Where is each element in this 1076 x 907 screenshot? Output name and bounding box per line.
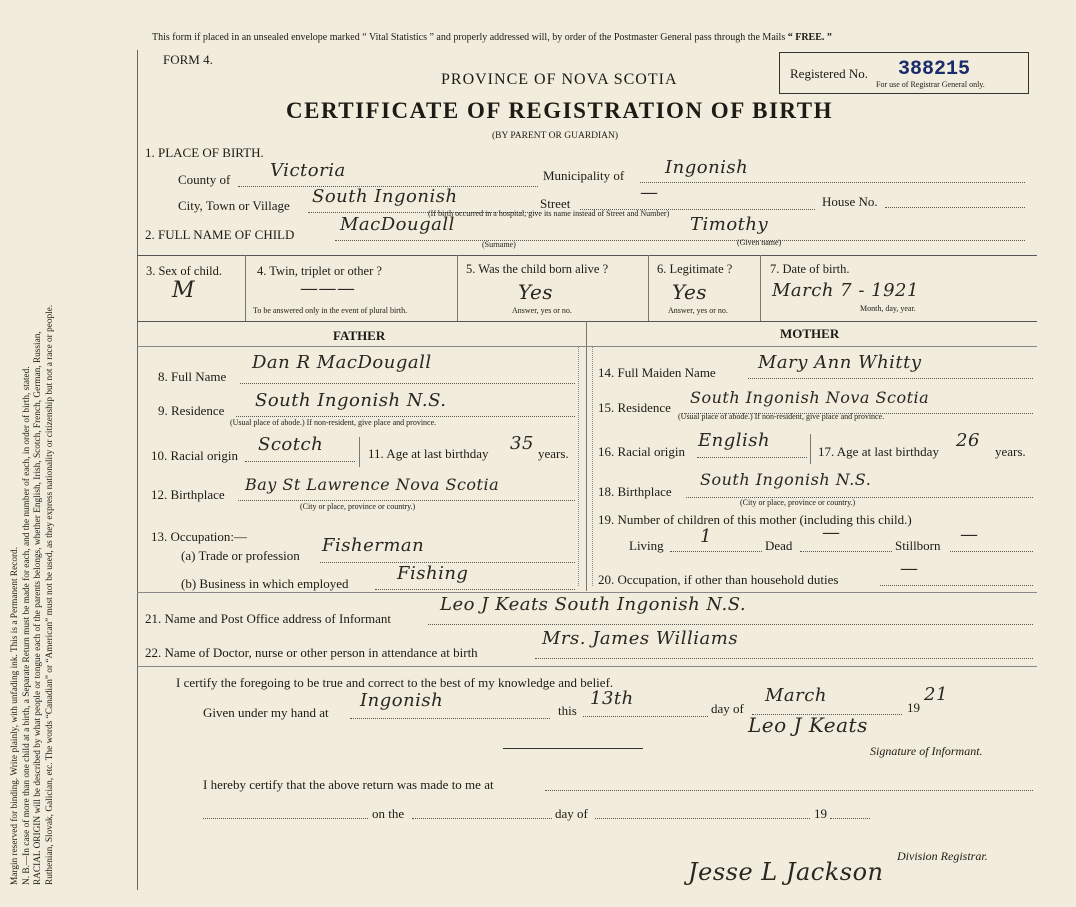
mother-name: Mary Ann Whitty <box>758 352 922 373</box>
father-heading: FATHER <box>333 328 386 343</box>
twin-note: To be answered only in the event of plural birth. <box>253 306 408 315</box>
certificate-title: CERTIFICATE OF REGISTRATION OF BIRTH <box>286 98 833 123</box>
province-title: PROVINCE OF NOVA SCOTIA <box>441 71 678 88</box>
form-number: FORM 4. <box>163 52 213 67</box>
signature-informant-label: Signature of Informant. <box>870 744 983 758</box>
given-under-label: Given under my hand at <box>203 705 329 720</box>
registered-number: 388215 <box>898 58 971 81</box>
informant-value: Leo J Keats South Ingonish N.S. <box>440 594 747 615</box>
city-label: City, Town or Village <box>178 198 290 213</box>
doctor-label: 22. Name of Doctor, nurse or other person in attendance at birth <box>145 645 478 660</box>
mother-age: 26 <box>956 430 980 451</box>
alive-label: 5. Was the child born alive ? <box>466 262 609 276</box>
house-number-label: House No. <box>822 194 878 209</box>
father-residence: South Ingonish N.S. <box>255 390 447 411</box>
father-residence-note: (Usual place of abode.) If non-resident, give place and province. <box>230 418 437 427</box>
father-name: Dan R MacDougall <box>252 352 432 373</box>
registrar-note: For use of Registrar General only. <box>876 80 985 89</box>
informant-label: 21. Name and Post Office address of Informant <box>145 611 391 626</box>
doctor-value: Mrs. James Williams <box>542 628 739 649</box>
child-given-name: Timothy <box>690 214 769 235</box>
alive-note: Answer, yes or no. <box>512 306 572 315</box>
father-birthplace: Bay St Lawrence Nova Scotia <box>245 475 500 494</box>
certify-place: Ingonish <box>360 690 444 711</box>
mother-birthplace-label: 18. Birthplace <box>598 484 672 499</box>
registered-label: Registered No. <box>790 66 868 81</box>
city-value: South Ingonish <box>312 186 458 207</box>
mother-racial-label: 16. Racial origin <box>598 444 686 459</box>
father-birthplace-label: 12. Birthplace <box>151 487 225 502</box>
county-value: Victoria <box>270 160 346 181</box>
stillborn-label: Stillborn <box>895 538 941 553</box>
street-label: Street <box>540 196 571 211</box>
surname-note: (Surname) <box>482 240 516 249</box>
certify-day: 13th <box>590 688 634 709</box>
mother-birthplace: South Ingonish N.S. <box>700 470 872 489</box>
certify-text: I certify the foregoing to be true and correct to the best of my knowledge and belief. <box>176 675 614 690</box>
father-racial: Scotch <box>258 434 324 455</box>
free-notice: “ FREE. ” <box>787 32 832 43</box>
this-label: this <box>558 703 577 718</box>
father-occupation-label: 13. Occupation:— <box>151 529 248 544</box>
informant-signature: Leo J Keats <box>748 713 868 737</box>
child-name-label: 2. FULL NAME OF CHILD <box>145 227 295 242</box>
side-note: N. B.—In case of more than one child at a birth, a Separate Return must be made for each, and the number of each, in order of birth, stated. <box>21 366 32 885</box>
certify-year-prefix: 19 <box>907 700 920 715</box>
trade-value: Fisherman <box>322 535 425 556</box>
father-birthplace-note: (City or place, province or country.) <box>300 502 416 511</box>
twin-label: 4. Twin, triplet or other ? <box>257 264 382 278</box>
county-label: County of <box>178 172 231 187</box>
father-residence-label: 9. Residence <box>158 403 225 418</box>
dead-label: Dead <box>765 538 793 553</box>
side-notes <box>10 5 56 885</box>
side-note: Margin reserved for binding. Write plainly, with unfading ink. This is a Permanent Record. <box>10 546 20 885</box>
business-label: (b) Business in which employed <box>181 576 349 591</box>
living-label: Living <box>629 538 664 553</box>
mother-name-label: 14. Full Maiden Name <box>598 365 716 380</box>
municipality-value: Ingonish <box>665 157 749 178</box>
father-age-label: 11. Age at last birthday <box>368 446 489 461</box>
side-note: Ruthenian, Slovak, Galician, etc. The words “Canadian” or “American” must not be used, as they express nationality or citizenship but not a race or people. <box>44 304 55 885</box>
certificate-subtitle: (BY PARENT OR GUARDIAN) <box>492 131 619 141</box>
dob-label: 7. Date of birth. <box>770 262 850 276</box>
day-of-label: day of <box>711 701 744 716</box>
side-note: RACIAL ORIGIN will be described by what people or tongue each of the parents belongs, whether English, Irish, Scotch, French, German, Russian, <box>33 331 43 885</box>
certify-month: March <box>765 685 827 706</box>
living-value: 1 <box>700 526 712 547</box>
certify-year: 21 <box>924 684 948 705</box>
trade-label: (a) Trade or profession <box>181 548 300 563</box>
father-age: 35 <box>510 433 534 454</box>
municipality-label: Municipality of <box>543 168 625 183</box>
division-registrar-label: Division Registrar. <box>897 849 988 863</box>
father-name-label: 8. Full Name <box>158 369 227 384</box>
legitimate-label: 6. Legitimate ? <box>657 262 733 276</box>
registrar-year-prefix: 19 <box>814 806 827 821</box>
place-of-birth-heading: 1. PLACE OF BIRTH. <box>145 145 264 160</box>
sex-label: 3. Sex of child. <box>146 264 223 278</box>
mother-racial: English <box>698 430 771 451</box>
registration-box <box>779 52 1029 94</box>
birth-certificate: Margin reserved for binding. Write plainly, with unfading ink. This is a Permanent Record. N. B.—In case of more than one child at a birth, a Separate Return must be made for each, and the number of each, in order of birth, stated. RACIAL ORIGIN will be described by what people or tongue each of the parents belongs, whether English, Irish, Scotch, French, German, Russian, Ruthenian, Slovak, Galician, etc. The words “Canadian” or “American” must not be used, as they express nationality or citizenship but not a race or people. This form if placed in an unsealed envelope marked “ Vital Statistics ” and properly addressed will, by order of the Postmaster General pass through the Mails “ FREE. ” FORM 4. Registered No. 388215 For use of Registrar General only. PROVINCE OF NOVA SCOTIA CERTIFICATE OF REGISTRATION OF BIRTH (BY PARENT OR GUARDIAN) 1. PLACE OF BIRTH. County of Victoria Municipality of Ingonish City, Town or Village South Ingonish Street — House No. (If birth occurred in a hospital, give its name instead of Street and Number) 2. FULL NAME OF CHILD MacDougall Timothy (Surname) (Given name) 3. Sex of child. M 4. Twin, triplet or other ? ——— To be answered only in the event of plural birth. 5. Was the child born alive ? Yes Answer, yes or no. 6. Legitimate ? Yes Answer, yes or no. 7. Date of birth. March 7 - 1921 Month, day, year. FATHER MOTHER 8. Full Name Dan R MacDougall 9. Residence South Ingonish N.S. (Usual place of abode.) If non-resident, give place and province. 10. Racial origin Scotch 11. Age at last birthday 35 years. 12. Birthplace Bay St Lawrence Nova Scotia (City or place, province or country.) 13. Occupation:— (a) Trade or profession Fisherman (b) Business in which employed Fishing 14. Full Maiden Name Mary Ann Whitty 15. Residence South Ingonish Nova Scotia (Usual place of abode.) If non-resident, give place and province. 16. Racial origin English 17. Age at last birthday 26 years. 18. Birthplace South Ingonish N.S. (City or place, province or country.) 19. Number of children of this mother (including this child.) Living 1 Dead — Stillborn — 20. Occupation, if other than household duties — 21. Name and Post Office address of Informant Leo J Keats South Ingonish N.S. 22. Name of Doctor, nurse or other person in attendance at birth Mrs. James Williams I certify the foregoing to be true and correct to the best of my knowledge and belief. Given under my hand at Ingonish this 13th day of March 19 21 Leo J Keats Signature of Informant. I hereby certify that the above return was made to me at on the day of 19 Division Registrar. Jesse L Jackson <box>0 0 1076 907</box>
legitimate-note: Answer, yes or no. <box>668 306 728 315</box>
father-racial-label: 10. Racial origin <box>151 448 239 463</box>
given-name-note: (Given name) <box>737 238 782 247</box>
alive-value: Yes <box>518 280 554 304</box>
mother-residence-note: (Usual place of abode.) If non-resident, give place and province. <box>678 412 885 421</box>
registrar-signature: Jesse L Jackson <box>688 858 884 886</box>
child-surname: MacDougall <box>340 214 455 235</box>
father-years: years. <box>538 446 569 461</box>
mother-age-label: 17. Age at last birthday <box>818 444 939 459</box>
mother-birthplace-note: (City or place, province or country.) <box>740 498 856 507</box>
registrar-certify-text: I hereby certify that the above return was made to me at <box>203 777 494 792</box>
sex-value: M <box>172 278 196 303</box>
registrar-day-of-label: day of <box>555 806 588 821</box>
children-count-label: 19. Number of children of this mother (including this child.) <box>598 512 912 527</box>
margin-rule <box>137 50 138 890</box>
mother-residence: South Ingonish Nova Scotia <box>690 388 930 407</box>
registrar-on-the-label: on the <box>372 806 405 821</box>
dob-note: Month, day, year. <box>860 304 916 313</box>
hospital-note: (If birth occurred in a hospital, give its name instead of Street and Number) <box>428 209 670 218</box>
mother-years: years. <box>995 444 1026 459</box>
mother-occupation-label: 20. Occupation, if other than household duties <box>598 572 839 587</box>
mother-residence-label: 15. Residence <box>598 400 671 415</box>
business-value: Fishing <box>397 563 469 584</box>
dob-value: March 7 - 1921 <box>772 280 919 301</box>
legitimate-value: Yes <box>672 280 708 304</box>
top-notice: This form if placed in an unsealed envelope marked “ Vital Statistics ” and properly addressed will, by order of the Postmaster General pass through the Mails <box>152 32 786 43</box>
mother-heading: MOTHER <box>780 326 840 341</box>
